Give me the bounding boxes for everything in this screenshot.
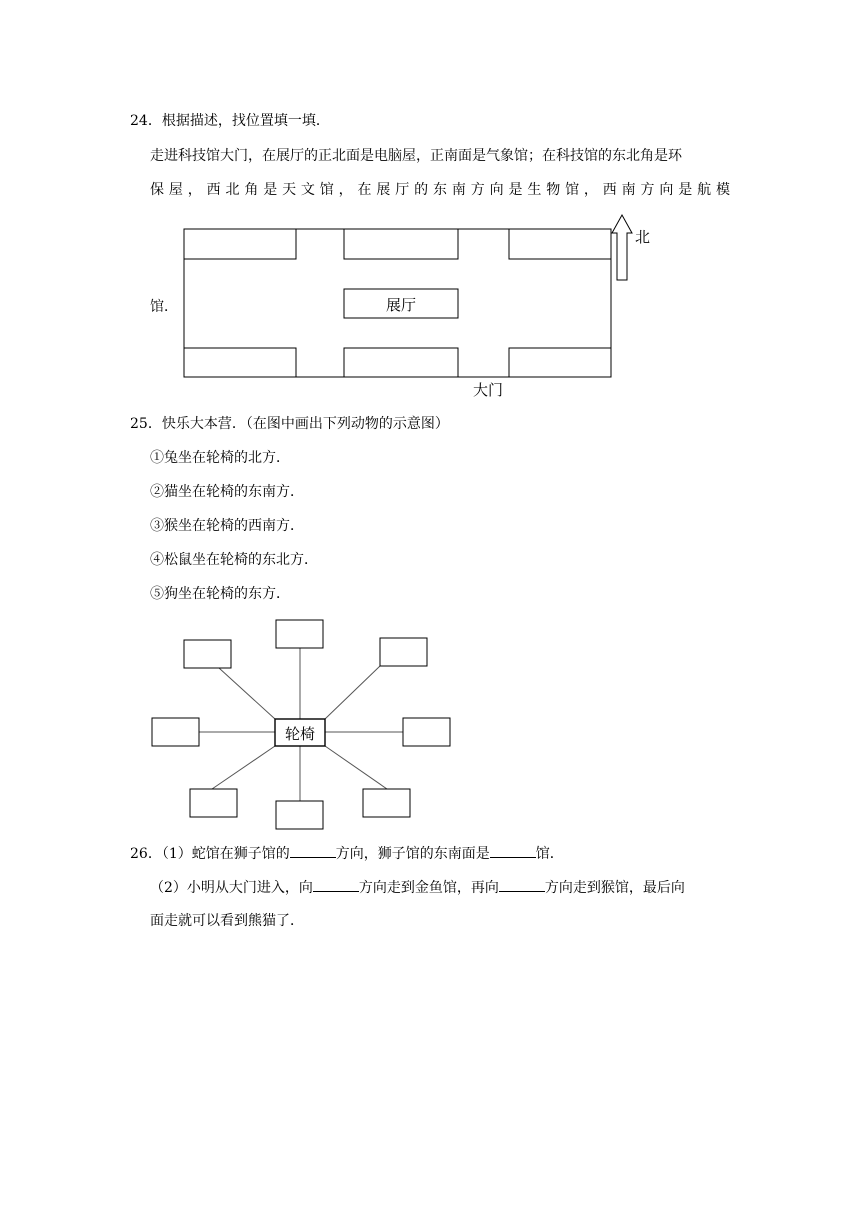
q25-item-2: ②猫坐在轮椅的东南方． [150,484,304,500]
box-southwest[interactable] [190,789,237,817]
q24-line-tail: 馆． [150,299,178,315]
q26-p1-text-b: 方向，狮子馆的东南面是 [335,846,490,862]
q25-item-4: ④松鼠坐在轮椅的东北方． [150,552,318,568]
hall-label: 展厅 [385,296,417,314]
q26-part-1 [130,843,564,864]
box-northwest[interactable] [184,640,231,668]
q26-p1-text-a: 26．（1）蛇馆在狮子馆的 [130,846,290,862]
q26-blank-4[interactable] [499,877,545,892]
q26-part-2-cont: 面走就可以看到熊猫了． [150,913,304,929]
q26-part-2 [150,877,685,898]
box-east[interactable] [403,718,450,746]
box-south[interactable] [276,801,323,829]
box-southeast[interactable] [363,789,410,817]
q25-heading: 25．快乐大本营．（在图中画出下列动物的示意图） [130,416,449,432]
q26-blank-3[interactable] [313,877,359,892]
box-north[interactable] [276,620,323,648]
box-west[interactable] [152,718,199,746]
wheelchair-label: 轮椅 [284,725,316,743]
north-label: 北 [635,228,651,246]
q26-blank-1[interactable] [290,843,336,858]
gate-label: 大门 [472,381,504,399]
q24-heading: 24．根据描述，找位置填一填． [130,113,330,129]
q25-item-3: ③猴坐在轮椅的西南方． [150,518,304,534]
q26-blank-2[interactable] [490,843,536,858]
q26-p2-text-b: 方向走到金鱼馆，再向 [358,880,499,896]
q25-item-1: ①兔坐在轮椅的北方． [150,450,290,466]
q24-line-2: 保屋，西北角是天文馆，在展厅的东南方向是生物馆，西南方向是航模 [150,182,730,198]
q25-item-5: ⑤狗坐在轮椅的东方． [150,586,290,602]
q26-p2-text-a: （2）小明从大门进入，向 [150,880,313,896]
q26-p1-text-c: 馆． [535,846,564,862]
q26-p2-text-c: 方向走到猴馆，最后向 [544,880,685,896]
box-northeast[interactable] [380,638,427,666]
q24-line-1: 走进科技馆大门，在展厅的正北面是电脑屋，正南面是气象馆；在科技馆的东北角是环 [150,148,682,164]
